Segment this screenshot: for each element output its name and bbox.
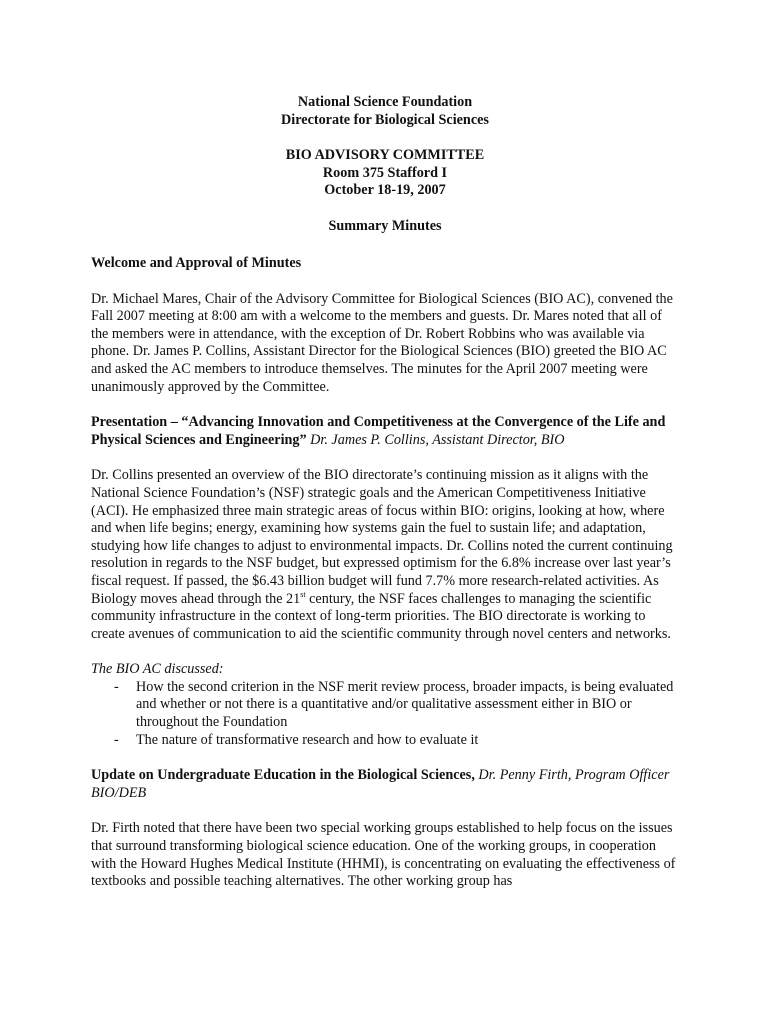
undergrad-paragraph: Dr. Firth noted that there have been two special working groups established to help focus on the issues that surround transforming biological science education. One of the working groups, in cooperation with the Howard Hughes Medical Institute (HHMI), is concentrating on evaluating the effectiveness of textbooks and possible teaching alternatives. The other working group has <box>91 820 676 890</box>
welcome-paragraph: Dr. Michael Mares, Chair of the Advisory Committee for Biological Sciences (BIO AC), convened the Fall 2007 meeting at 8:00 am with a welcome to the members and guests. Dr. Mares noted that all of the members were in attendance, with the exception of Dr. Robert Robbins who was available via phone. Dr. James P. Collins, Assistant Director for the Biological Sciences (BIO) greeted the BIO AC and asked the AC members to introduce themselves. The minutes for the April 2007 meeting were unanimously approved by the Committee. <box>91 290 673 395</box>
list-item-text: The nature of transformative research and how to evaluate it <box>136 731 479 748</box>
document-body <box>91 255 681 909</box>
undergrad-title: Update on Undergraduate Education in the Biological Sciences, <box>91 767 475 784</box>
undergrad-presenter: Dr. Penny Firth, Program Officer BIO/DEB <box>91 767 670 801</box>
list-item <box>91 679 681 732</box>
list-item-text: How the second criterion in the NSF merit review process, broader impacts, is being evaluated and whether or not there is a quantitative and/or qualitative assessment either in BIO or throughout the Foundation <box>136 678 674 731</box>
document-header <box>90 94 680 236</box>
discussed-label: The BIO AC discussed: <box>91 661 224 678</box>
header-directorate: Directorate for Biological Sciences <box>281 111 489 128</box>
presentation-body-part2: century, the NSF faces challenges to managing the scientific community infrastructure in the context of long-term priorities. The BIO directorate is working to create avenues of communication to aid the scientific community through novel centers and networks. <box>91 590 671 642</box>
presentation-title: Presentation – “Advancing Innovation and Competitiveness at the Convergence of the Life and Physical Sciences and Engineering” <box>91 414 666 448</box>
undergrad-heading <box>91 767 681 802</box>
welcome-heading: Welcome and Approval of Minutes <box>91 255 302 271</box>
header-room: Room 375 Stafford I <box>322 164 448 181</box>
list-item <box>91 732 681 750</box>
header-dates: October 18-19, 2007 <box>324 182 446 199</box>
presentation-paragraph <box>91 467 681 643</box>
presentation-body-sup: st <box>300 589 306 599</box>
header-committee: BIO ADVISORY COMMITTEE <box>285 147 485 164</box>
header-doc-title: Summary Minutes <box>328 217 442 234</box>
bullet-dash: - <box>114 678 119 695</box>
discussion-list <box>91 679 681 749</box>
presentation-body-part1: Dr. Collins presented an overview of the BIO directorate’s continuing mission as it aligns with the National Science Foundation’s (NSF) strategic goals and the American Competitiveness Initiative (ACI). He emphasized three main strategic areas of focus within BIO: origins, looking at how, where and when life begins; energy, examining how systems gain the fuel to sustain life; and adaptation, studying how life changes to adjust to environmental impacts. Dr. Collins noted the current continuing resolution in regards to the NSF budget, but expressed optimism for the 6.8% increase over last year’s fiscal request. If passed, the $6.43 billion budget will fund 7.7% more research-related activities. As Biology moves ahead through the 21 <box>91 467 673 607</box>
bullet-dash: - <box>114 731 119 748</box>
presentation-heading <box>91 414 681 449</box>
presentation-presenter: Dr. James P. Collins, Assistant Director, BIO <box>306 431 565 448</box>
header-org: National Science Foundation <box>297 94 473 110</box>
